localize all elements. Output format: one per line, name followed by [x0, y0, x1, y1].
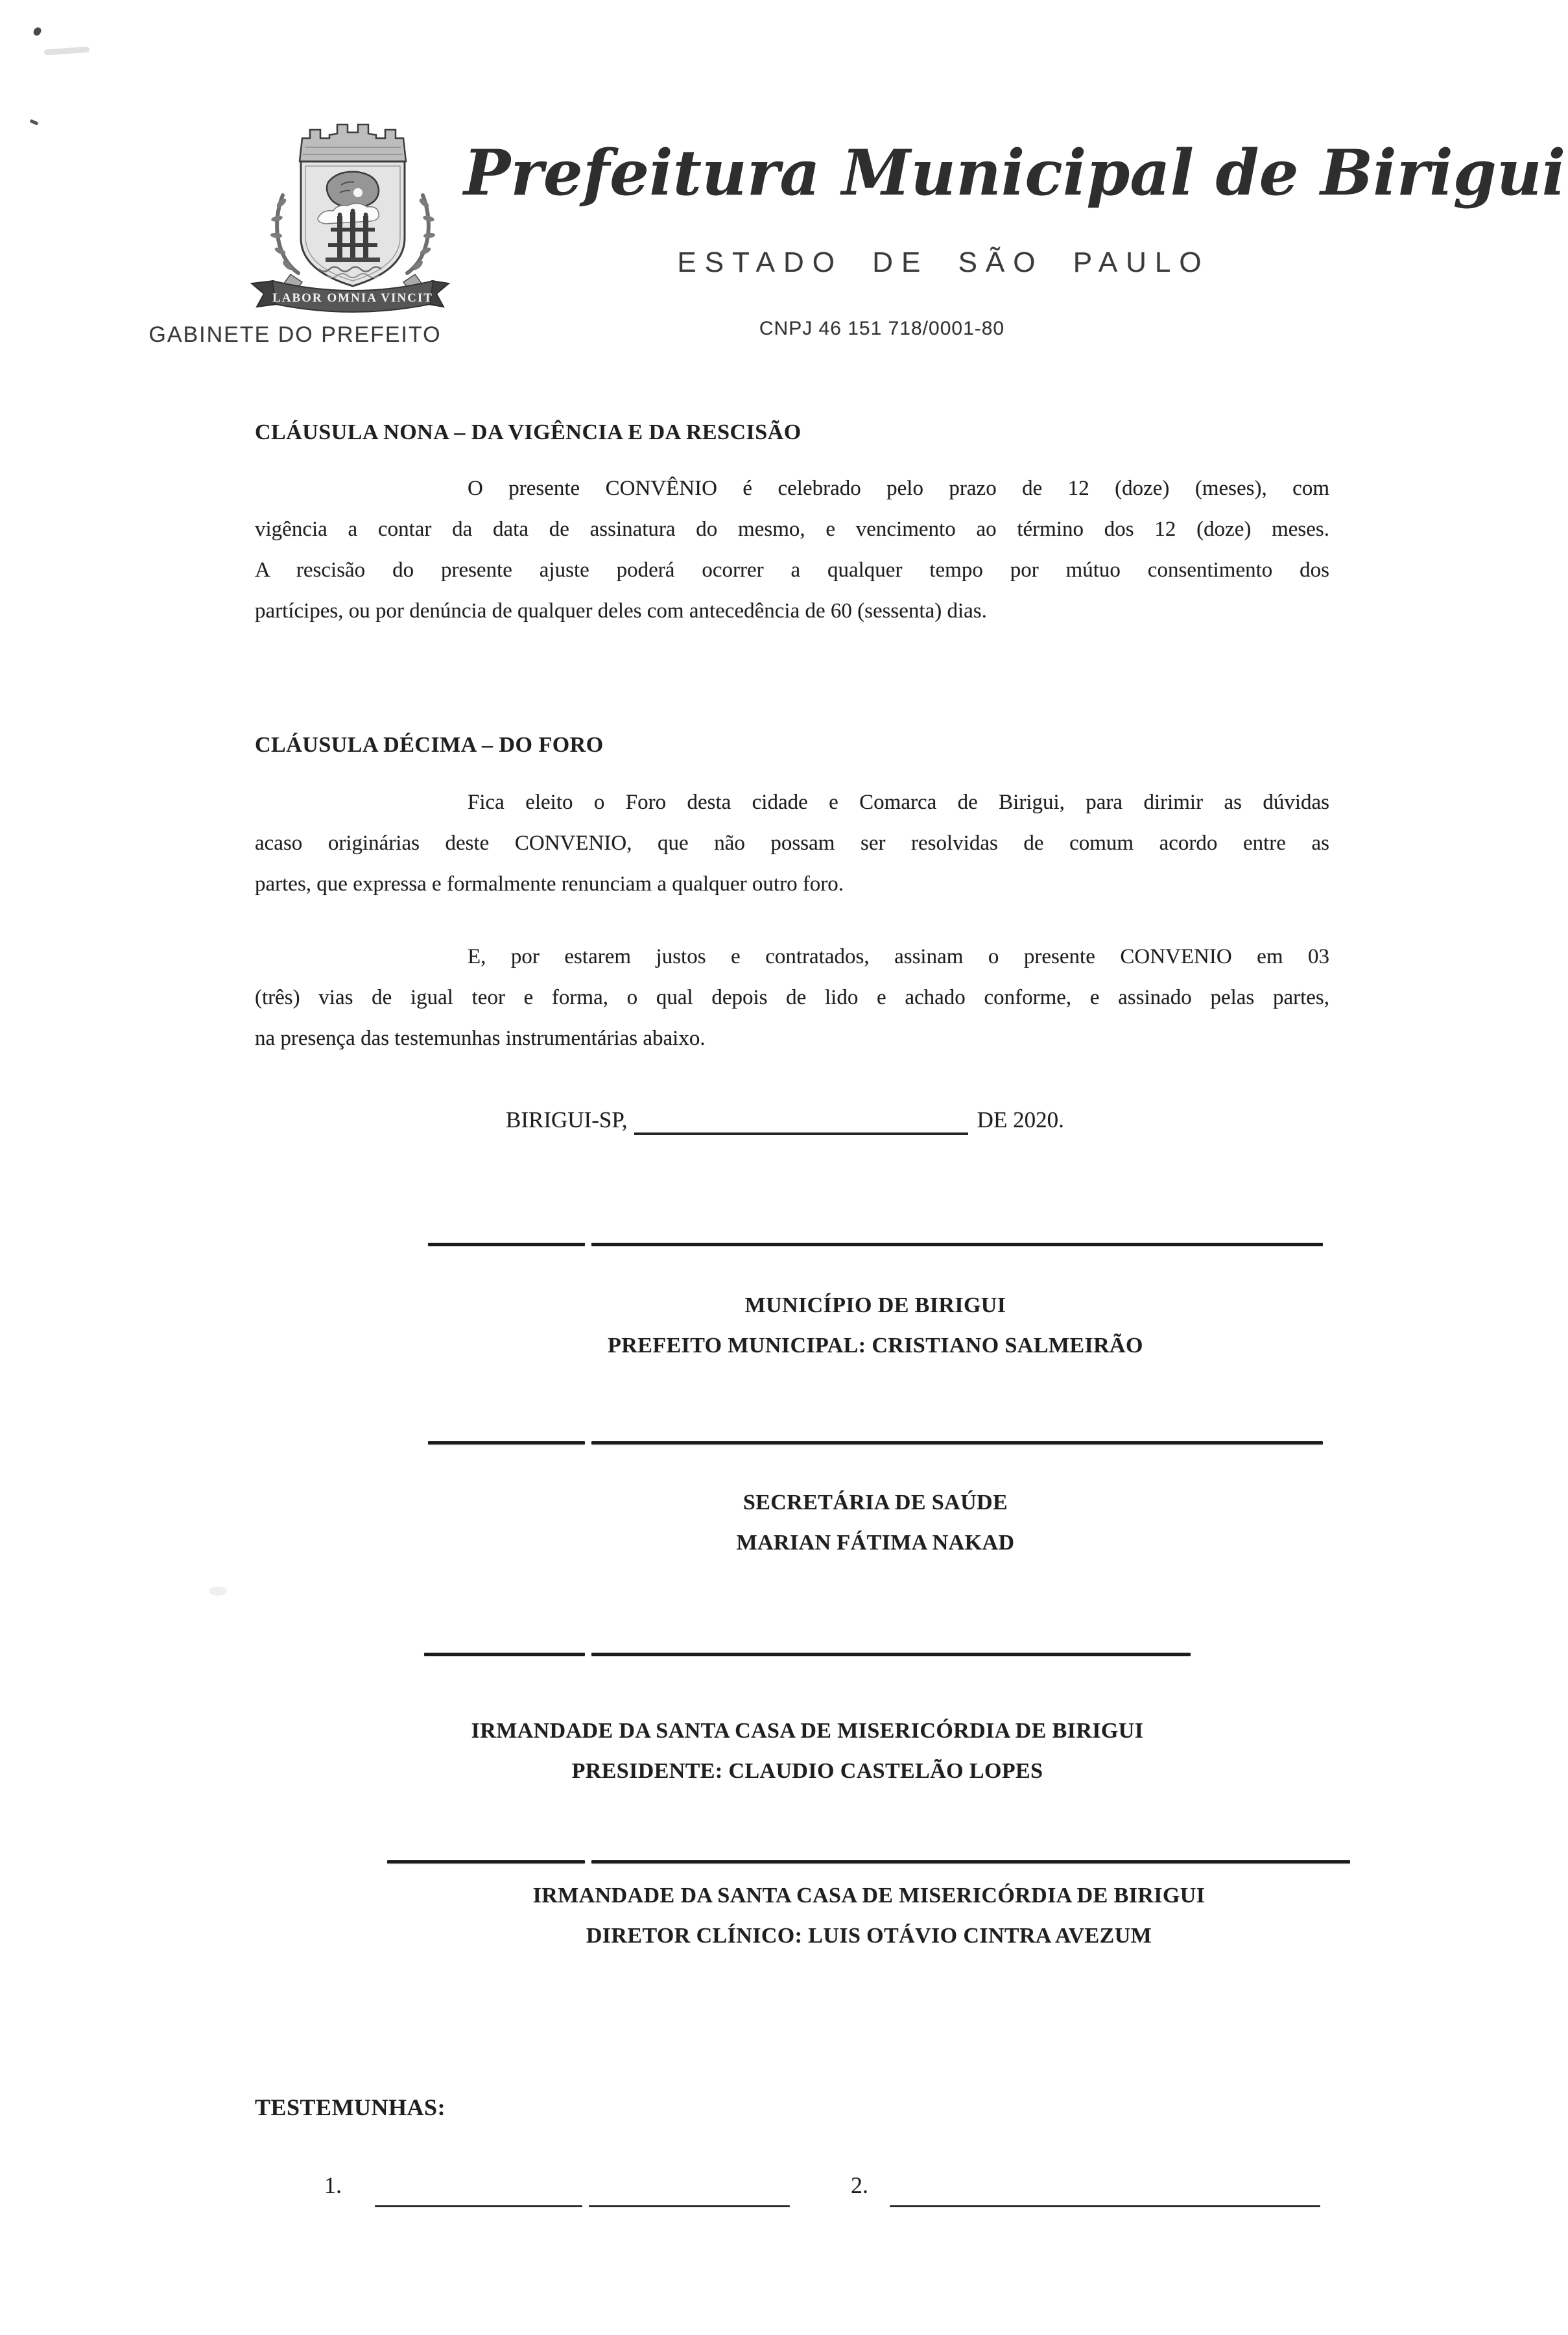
clause-nona-title: CLÁUSULA NONA – DA VIGÊNCIA E DA RESCISÃO — [255, 420, 802, 444]
signature-entity: MUNICÍPIO DE BIRIGUI — [744, 1293, 1006, 1317]
city-crest-emblem — [214, 120, 486, 321]
signature-entity: IRMANDADE DA SANTA CASA DE MISERICÓRDIA DE BIRIGUI — [532, 1884, 1206, 1908]
signature-line — [591, 1441, 1323, 1444]
witnesses-heading: TESTEMUNHAS: — [255, 2094, 446, 2120]
crest-motto-text: LABOR OMNIA VINCIT — [272, 291, 433, 305]
scan-artifact — [32, 27, 42, 37]
signature-line — [428, 1441, 585, 1444]
signature-role-name: PRESIDENTE: CLAUDIO CASTELÃO LOPES — [571, 1759, 1043, 1783]
signature-role-name: DIRETOR CLÍNICO: LUIS OTÁVIO CINTRA AVEZUM — [586, 1924, 1152, 1948]
scan-artifact — [30, 119, 39, 126]
paragraph-line: E, por estarem justos e contratados, assinam o presente CONVENIO em 03 — [468, 945, 1329, 968]
scan-artifact — [209, 1587, 227, 1596]
clause-decima-title: CLÁUSULA DÉCIMA – DO FORO — [255, 733, 604, 757]
witness-signature-line — [375, 2205, 582, 2207]
clause-nona-paragraph — [255, 468, 1329, 632]
cnpj-number: CNPJ 46 151 718/0001-80 — [759, 318, 1005, 339]
signature-block-prefeito — [340, 1286, 1410, 1366]
signature-line — [591, 1653, 1191, 1656]
paragraph-line: partes, que expressa e formalmente renunciam a qualquer outro foro. — [255, 872, 844, 896]
date-city: BIRIGUI-SP, — [506, 1107, 628, 1132]
date-year: DE 2020. — [977, 1107, 1064, 1132]
mural-crown-icon — [300, 125, 406, 162]
state-subtitle: ESTADO DE SÃO PAULO — [677, 246, 1210, 278]
signature-role-name: MARIAN FÁTIMA NAKAD — [736, 1531, 1015, 1555]
witness-number-2: 2. — [851, 2172, 868, 2198]
clause-decima-paragraph-2 — [255, 937, 1329, 1059]
signature-line — [424, 1653, 585, 1656]
witness-number-1: 1. — [324, 2172, 342, 2198]
city-crest — [214, 120, 486, 321]
signature-line — [591, 1860, 1350, 1863]
paragraph-line: (três) vias de igual teor e forma, o qual depois de lido e achado conforme, e assinado pelas partes, — [255, 986, 1329, 1009]
signature-role-name: PREFEITO MUNICIPAL: CRISTIANO SALMEIRÃO — [608, 1334, 1143, 1358]
scan-artifact — [44, 47, 89, 56]
signature-block-secretaria — [340, 1483, 1410, 1563]
clause-decima-paragraph-1 — [255, 782, 1329, 905]
paragraph-line: O presente CONVÊNIO é celebrado pelo prazo de 12 (doze) (meses), com — [468, 477, 1329, 500]
signature-block-diretor — [334, 1876, 1404, 1956]
date-blank-line — [634, 1104, 968, 1135]
signature-line — [428, 1243, 585, 1246]
signature-entity: SECRETÁRIA DE SAÚDE — [742, 1491, 1008, 1515]
office-caption: GABINETE DO PREFEITO — [148, 322, 442, 347]
paragraph-line: A rescisão do presente ajuste poderá ocorrer a qualquer tempo por mútuo consentimento dos — [255, 558, 1329, 582]
paragraph-line: acaso originárias deste CONVENIO, que não possam ser resolvidas de comum acordo entre as — [255, 832, 1329, 855]
paragraph-line: Fica eleito o Foro desta cidade e Comarca de Birigui, para dirimir as dúvidas — [468, 791, 1329, 814]
paragraph-line: vigência a contar da data de assinatura do mesmo, e vencimento ao término dos 12 (doze) meses. — [255, 518, 1329, 541]
signature-line — [387, 1860, 585, 1863]
signature-block-presidente — [256, 1711, 1359, 1791]
witness-signature-line — [890, 2205, 1320, 2207]
signature-entity: IRMANDADE DA SANTA CASA DE MISERICÓRDIA DE BIRIGUI — [471, 1719, 1144, 1743]
paragraph-line: partícipes, ou por denúncia de qualquer deles com antecedência de 60 (sessenta) dias. — [255, 599, 987, 623]
crest-stone — [327, 172, 379, 208]
paragraph-line: na presença das testemunhas instrumentárias abaixo. — [255, 1027, 706, 1050]
organization-title: Prefeitura Municipal de Birigui — [464, 136, 1566, 210]
witness-signature-line — [589, 2205, 790, 2207]
signature-line — [591, 1243, 1323, 1246]
date-line — [506, 1104, 1064, 1135]
